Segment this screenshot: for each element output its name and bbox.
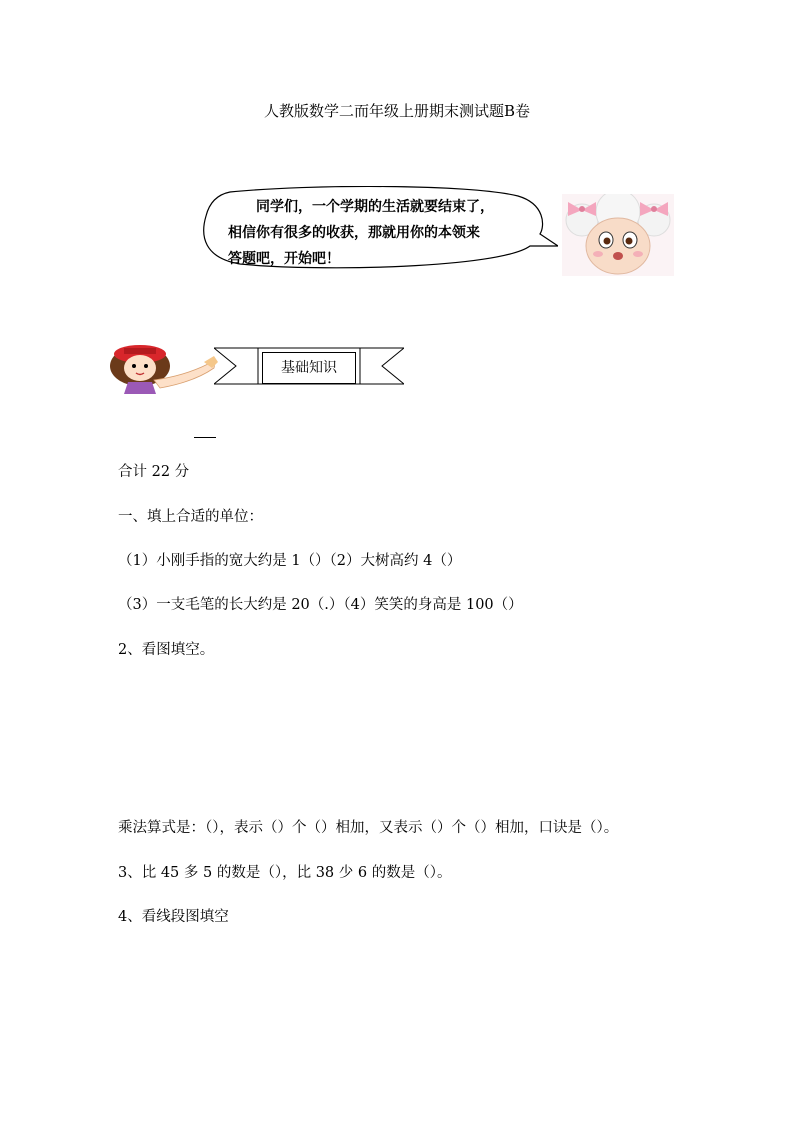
section-banner-label bbox=[262, 352, 356, 384]
girl-character-image bbox=[104, 340, 222, 394]
section-banner-text: 基础知识 bbox=[281, 360, 337, 376]
speech-line-1: 同学们，一个学期的生活就要结束了， bbox=[256, 199, 494, 215]
speech-line-2: 相信你有很多的收获，那就用你的本领来 bbox=[228, 225, 480, 241]
total-score: 合计 22 分 bbox=[118, 464, 190, 480]
speech-text bbox=[222, 194, 532, 272]
question-1-heading: 一、填上合适的单位： bbox=[118, 509, 263, 525]
sheep-character-image bbox=[562, 194, 674, 276]
question-1-line-2: （3）一支毛笔的长大约是 20（.）（4）笑笑的身高是 100（） bbox=[118, 597, 523, 613]
page-title: 人教版数学二而年级上册期末测试题B卷 bbox=[263, 102, 531, 120]
question-1-line-1: （1）小刚手指的宽大约是 1（）（2）大树高约 4（） bbox=[118, 553, 462, 569]
speech-line-3: 答题吧，开始吧！ bbox=[228, 251, 340, 267]
divider-line bbox=[194, 437, 216, 438]
question-3: 3、比 45 多 5 的数是（），比 38 少 6 的数是（）。 bbox=[118, 865, 452, 881]
question-4-heading: 4、看线段图填空 bbox=[118, 909, 229, 925]
question-2-line: 乘法算式是：（），表示（）个（）相加，又表示（）个（）相加，口诀是（）。 bbox=[118, 820, 619, 836]
question-2-heading: 2、看图填空。 bbox=[118, 642, 215, 658]
